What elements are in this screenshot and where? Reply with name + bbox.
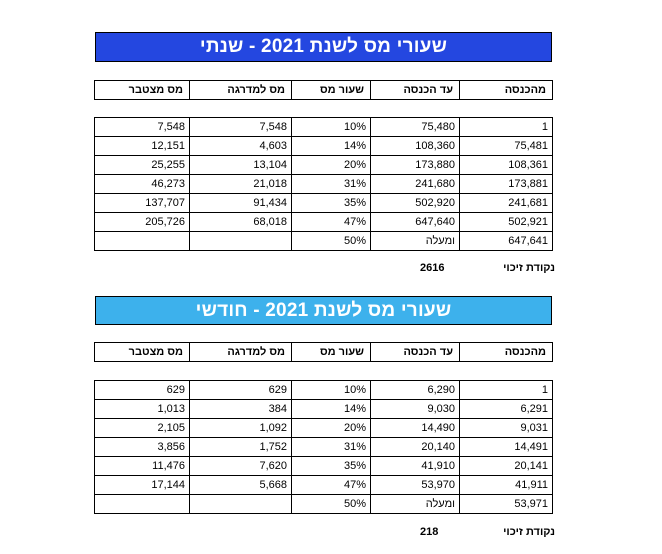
- bracket-tax-cell: 629: [190, 381, 292, 400]
- rate-cell: 10%: [292, 118, 371, 137]
- to-cell: 502,920: [371, 194, 460, 213]
- header-cumulative-tax: מס מצטבר: [95, 81, 190, 100]
- to-cell: 14,490: [371, 419, 460, 438]
- from-cell: 108,361: [460, 156, 553, 175]
- cumulative-cell: 137,707: [95, 194, 190, 213]
- bracket-tax-cell: 5,668: [190, 476, 292, 495]
- table-row: [95, 194, 553, 213]
- rate-cell: 10%: [292, 381, 371, 400]
- rate-cell: 31%: [292, 438, 371, 457]
- to-cell: 6,290: [371, 381, 460, 400]
- table-row: [95, 137, 553, 156]
- to-cell: 75,480: [371, 118, 460, 137]
- cumulative-cell: 2,105: [95, 419, 190, 438]
- monthly-credit-point: [420, 526, 555, 538]
- table-row: [95, 476, 553, 495]
- cumulative-cell: 3,856: [95, 438, 190, 457]
- bracket-tax-cell: 1,092: [190, 419, 292, 438]
- from-cell: 20,141: [460, 457, 553, 476]
- bracket-tax-cell: [190, 232, 292, 251]
- header-income-to: עד הכנסה: [371, 81, 460, 100]
- annual-title: שעורי מס לשנת 2021 - שנתי: [199, 36, 448, 57]
- cumulative-cell: 7,548: [95, 118, 190, 137]
- annual-credit-label: נקודת זיכוי: [503, 262, 555, 274]
- cumulative-cell: 11,476: [95, 457, 190, 476]
- table-row: [95, 495, 553, 514]
- rate-cell: 47%: [292, 213, 371, 232]
- rate-cell: 35%: [292, 457, 371, 476]
- table-row: [95, 118, 553, 137]
- table-row: [95, 175, 553, 194]
- from-cell: 1: [460, 118, 553, 137]
- to-cell: 41,910: [371, 457, 460, 476]
- bracket-tax-cell: 384: [190, 400, 292, 419]
- header-income-from: מהכנסה: [460, 81, 553, 100]
- annual-credit-value: 2616: [420, 262, 445, 274]
- header-bracket-tax: מס למדרגה: [190, 343, 292, 362]
- to-cell: ומעלה: [371, 232, 460, 251]
- bracket-tax-cell: 91,434: [190, 194, 292, 213]
- cumulative-cell: 17,144: [95, 476, 190, 495]
- table-row: [95, 156, 553, 175]
- bracket-tax-cell: 7,620: [190, 457, 292, 476]
- bracket-tax-cell: 4,603: [190, 137, 292, 156]
- from-cell: 241,681: [460, 194, 553, 213]
- header-income-to: עד הכנסה: [371, 343, 460, 362]
- to-cell: 53,970: [371, 476, 460, 495]
- monthly-title: שעורי מס לשנת 2021 - חודשי: [195, 299, 452, 321]
- from-cell: 6,291: [460, 400, 553, 419]
- header-income-from: מהכנסה: [460, 343, 553, 362]
- rate-cell: 14%: [292, 137, 371, 156]
- from-cell: 502,921: [460, 213, 553, 232]
- from-cell: 41,911: [460, 476, 553, 495]
- bracket-tax-cell: 68,018: [190, 213, 292, 232]
- bracket-tax-cell: 7,548: [190, 118, 292, 137]
- to-cell: ומעלה: [371, 495, 460, 514]
- table-row: [95, 232, 553, 251]
- to-cell: 173,880: [371, 156, 460, 175]
- to-cell: 108,360: [371, 137, 460, 156]
- to-cell: 647,640: [371, 213, 460, 232]
- annual-data-table: [94, 117, 553, 251]
- bracket-tax-cell: 21,018: [190, 175, 292, 194]
- header-bracket-tax: מס למדרגה: [190, 81, 292, 100]
- to-cell: 241,680: [371, 175, 460, 194]
- from-cell: 1: [460, 381, 553, 400]
- bracket-tax-cell: [190, 495, 292, 514]
- rate-cell: 50%: [292, 232, 371, 251]
- table-row: [95, 381, 553, 400]
- table-row: [95, 419, 553, 438]
- table-row: [95, 213, 553, 232]
- rate-cell: 47%: [292, 476, 371, 495]
- cumulative-cell: [95, 232, 190, 251]
- from-cell: 53,971: [460, 495, 553, 514]
- bracket-tax-cell: 13,104: [190, 156, 292, 175]
- rate-cell: 35%: [292, 194, 371, 213]
- monthly-title-banner: [95, 296, 552, 325]
- monthly-data-table: [94, 380, 553, 514]
- table-row: [95, 438, 553, 457]
- table-row: [95, 457, 553, 476]
- rate-cell: 50%: [292, 495, 371, 514]
- header-tax-rate: שעור מס: [292, 81, 371, 100]
- from-cell: 14,491: [460, 438, 553, 457]
- header-cumulative-tax: מס מצטבר: [95, 343, 190, 362]
- from-cell: 75,481: [460, 137, 553, 156]
- cumulative-cell: [95, 495, 190, 514]
- annual-header-table: [94, 80, 553, 100]
- table-row: [95, 400, 553, 419]
- rate-cell: 20%: [292, 156, 371, 175]
- to-cell: 20,140: [371, 438, 460, 457]
- to-cell: 9,030: [371, 400, 460, 419]
- from-cell: 647,641: [460, 232, 553, 251]
- cumulative-cell: 25,255: [95, 156, 190, 175]
- bracket-tax-cell: 1,752: [190, 438, 292, 457]
- cumulative-cell: 205,726: [95, 213, 190, 232]
- cumulative-cell: 629: [95, 381, 190, 400]
- annual-header-row: [95, 81, 553, 100]
- annual-credit-point: [420, 262, 555, 274]
- monthly-header-table: [94, 342, 553, 362]
- from-cell: 9,031: [460, 419, 553, 438]
- from-cell: 173,881: [460, 175, 553, 194]
- cumulative-cell: 46,273: [95, 175, 190, 194]
- annual-title-banner: [95, 32, 552, 62]
- monthly-header-row: [95, 343, 553, 362]
- monthly-credit-label: נקודת זיכוי: [503, 526, 555, 538]
- header-tax-rate: שעור מס: [292, 343, 371, 362]
- monthly-credit-value: 218: [420, 526, 439, 538]
- cumulative-cell: 12,151: [95, 137, 190, 156]
- cumulative-cell: 1,013: [95, 400, 190, 419]
- rate-cell: 31%: [292, 175, 371, 194]
- rate-cell: 20%: [292, 419, 371, 438]
- rate-cell: 14%: [292, 400, 371, 419]
